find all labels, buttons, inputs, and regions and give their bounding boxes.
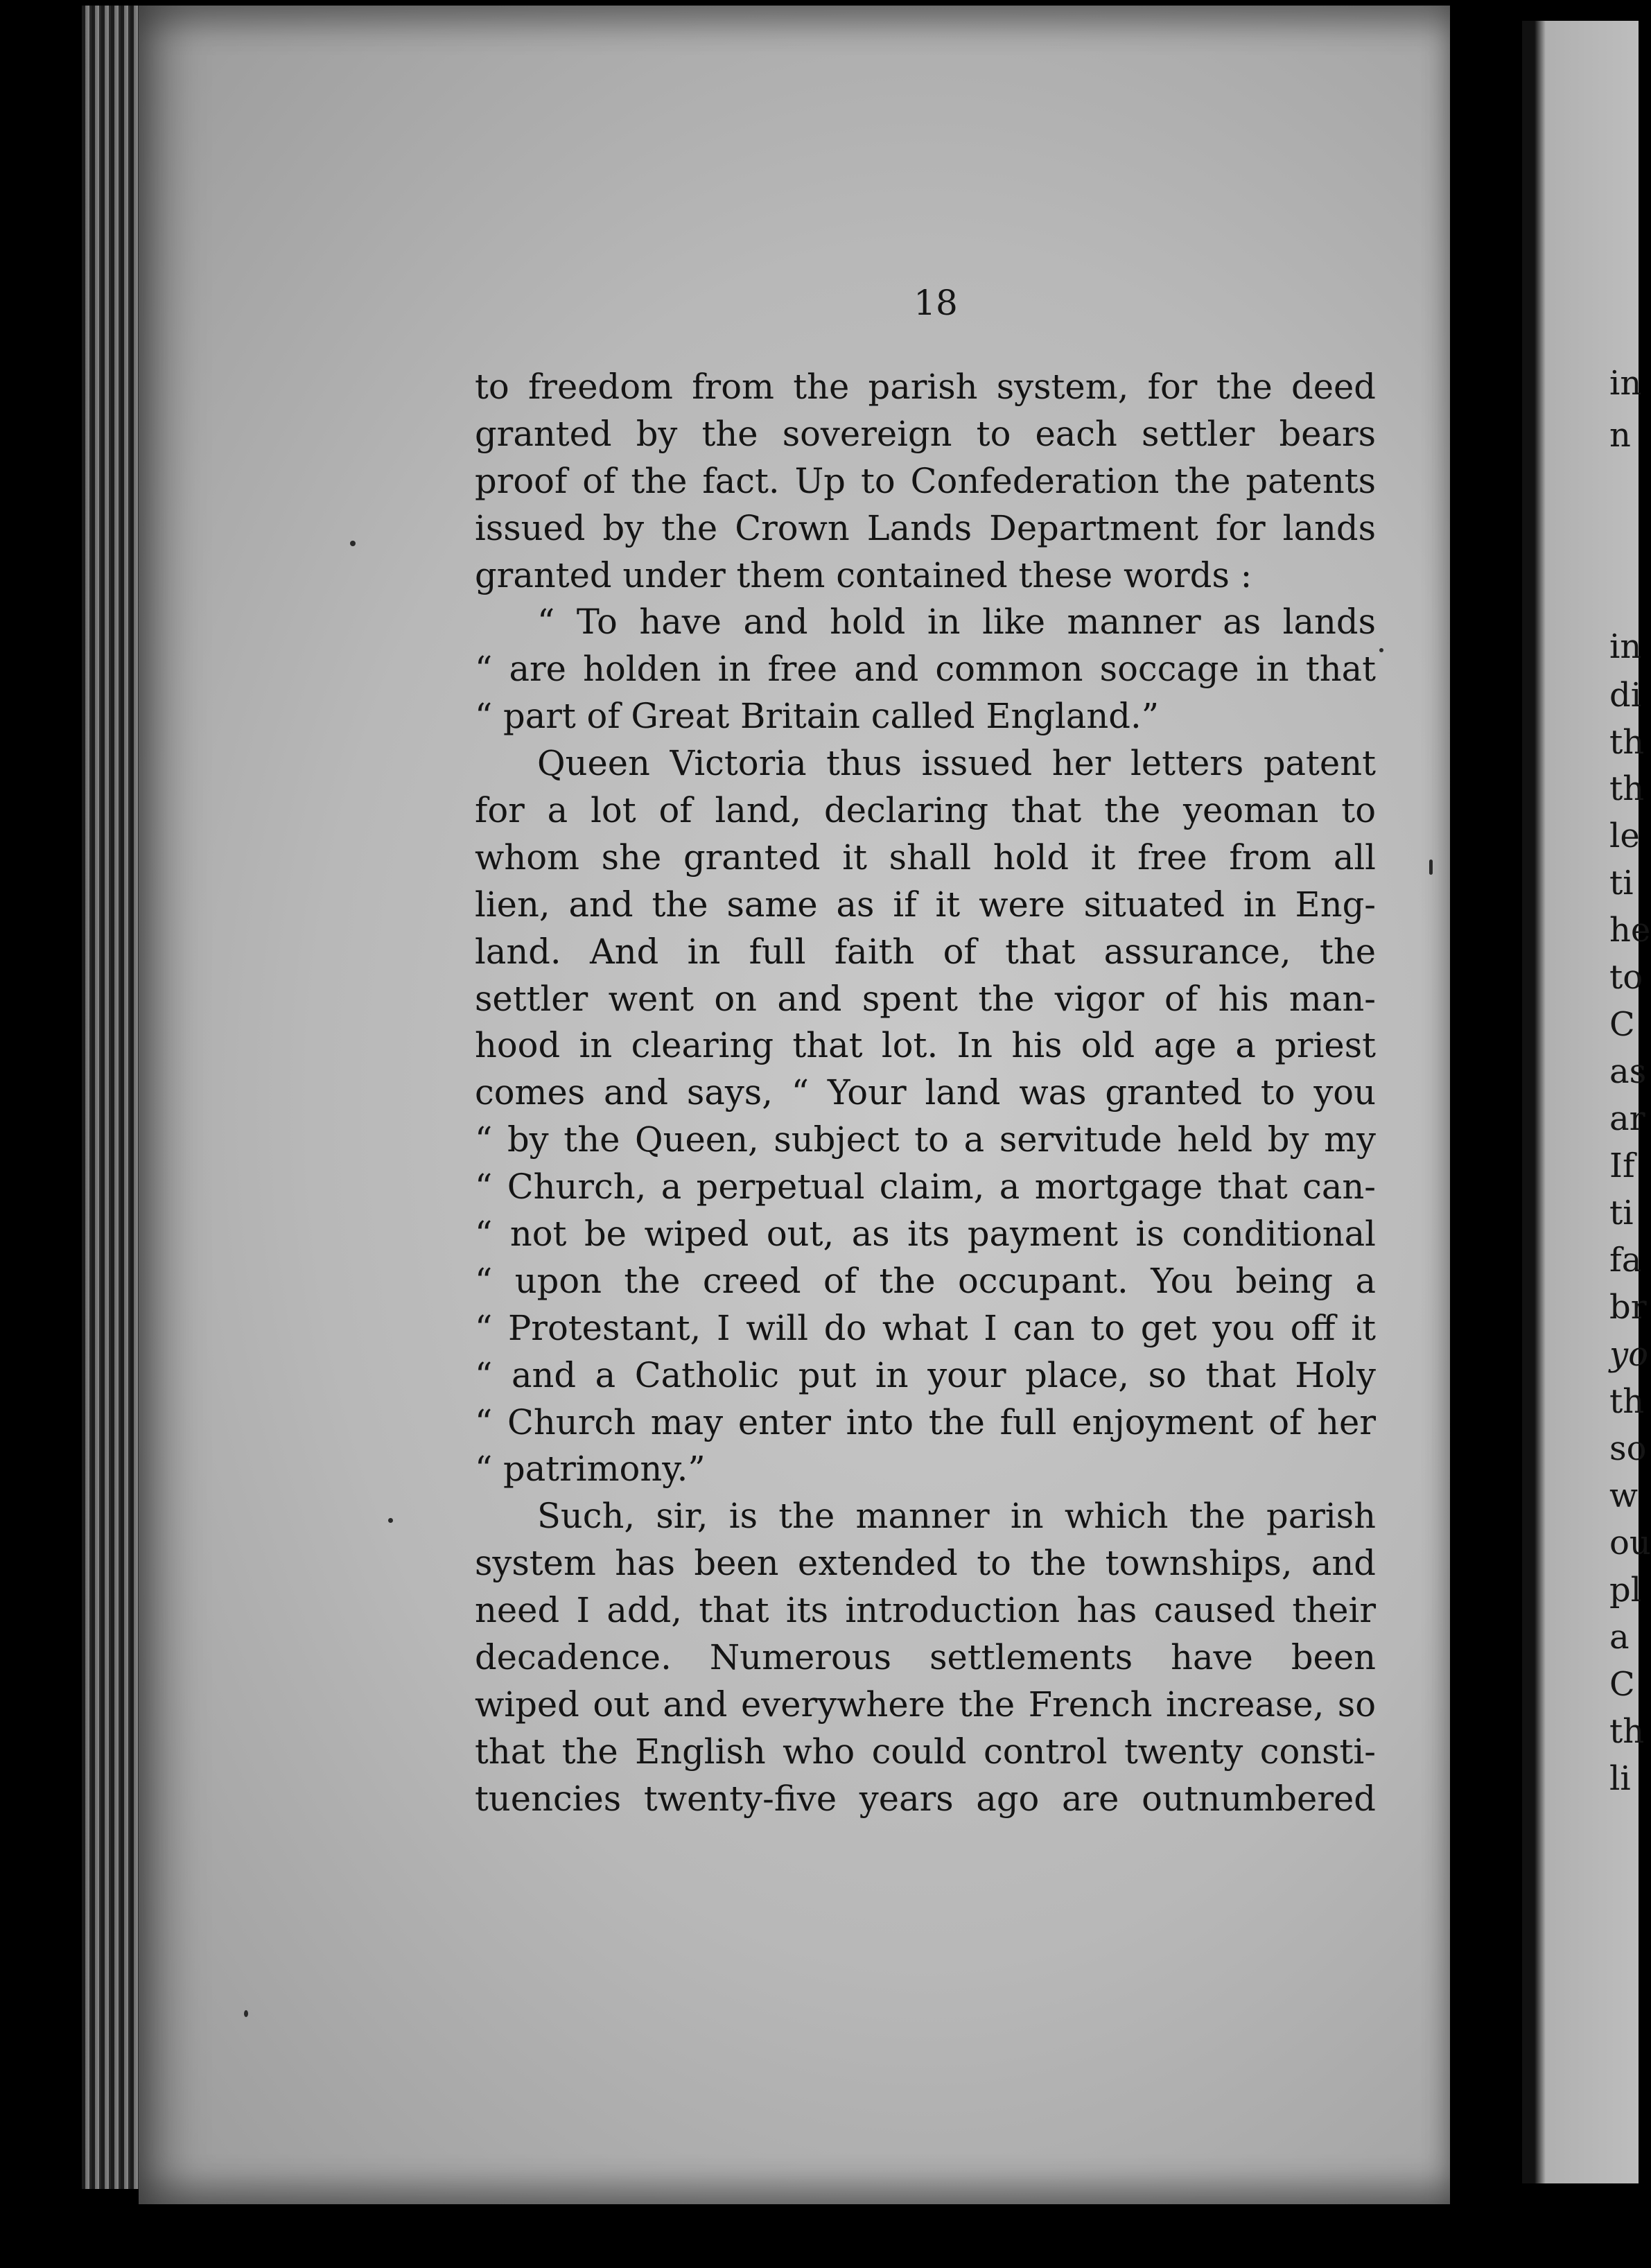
- paper-speck: [388, 1518, 393, 1523]
- text-line: land. And in full faith of that assurance, the: [475, 931, 1376, 972]
- paper-speck: [1429, 860, 1433, 875]
- text-line: granted by the sovereign to each settler bears: [475, 413, 1376, 454]
- neighbor-fragment: br: [1609, 1288, 1647, 1327]
- neighbor-fragment: a: [1609, 1618, 1630, 1657]
- paper-speck: [244, 2010, 248, 2017]
- text-line: tuencies twenty-five years ago are outnumbered: [475, 1778, 1376, 1819]
- paper-speck: [350, 541, 356, 546]
- quote-line: “ Church, a perpetual claim, a mortgage that can-: [475, 1167, 1376, 1207]
- text-line: decadence. Numerous settlements have been: [475, 1637, 1376, 1678]
- quote-line: “ Protestant, I will do what I can to get you off it: [475, 1307, 1376, 1348]
- neighbor-fragment: he: [1609, 911, 1651, 950]
- neighbor-fragment: in: [1609, 627, 1642, 666]
- neighbor-fragment: th: [1609, 1712, 1645, 1751]
- quote-line: “ by the Queen, subject to a servitude held by my: [475, 1119, 1376, 1160]
- text-line: Queen Victoria thus issued her letters patent: [537, 743, 1376, 784]
- neighbor-fragment: ti: [1609, 864, 1634, 902]
- body-text: [475, 364, 1376, 1823]
- text-line: wiped out and everywhere the French increase, so: [475, 1684, 1376, 1725]
- text-line: whom she granted it shall hold it free from all: [475, 837, 1376, 878]
- neighbor-fragment: pl: [1609, 1571, 1642, 1610]
- text-line: proof of the fact. Up to Confederation the patents: [475, 460, 1376, 501]
- neighbor-fragment: to: [1609, 958, 1643, 997]
- neighbor-fragment: in: [1609, 364, 1642, 403]
- text-line: hood in clearing that lot. In his old age a priest: [475, 1025, 1376, 1066]
- neighbor-fragment: w: [1609, 1476, 1639, 1515]
- neighbor-fragment: ar: [1609, 1099, 1645, 1138]
- text-line: for a lot of land, declaring that the yeoman to: [475, 790, 1376, 831]
- text-line: lien, and the same as if it were situated in Eng-: [475, 884, 1376, 925]
- text-line: comes and says, “ Your land was granted to you: [475, 1072, 1376, 1113]
- quote-line: “ part of Great Britain called England.”: [475, 696, 1160, 737]
- page-number: 18: [914, 283, 958, 323]
- text-line: settler went on and spent the vigor of his man-: [475, 978, 1376, 1019]
- neighbor-fragment: ou: [1609, 1524, 1651, 1562]
- quote-line: “ To have and hold in like manner as lands: [537, 602, 1376, 643]
- neighbor-fragment: C: [1609, 1665, 1635, 1704]
- quote-line: “ are holden in free and common soccage in that: [475, 649, 1376, 690]
- neighbor-fragment: th: [1609, 769, 1645, 808]
- text-line: granted under them contained these words :: [475, 555, 1252, 595]
- quote-line: “ upon the creed of the occupant. You being a: [475, 1260, 1376, 1301]
- neighbor-fragment: yo: [1609, 1335, 1649, 1374]
- neighbor-fragment: di: [1609, 676, 1642, 715]
- quote-line: “ Church may enter into the full enjoyment of her: [475, 1402, 1376, 1442]
- quote-line: “ patrimony.”: [475, 1449, 706, 1490]
- neighbor-fragment: If: [1609, 1146, 1635, 1185]
- quote-line: “ and a Catholic put in your place, so that Holy: [475, 1354, 1376, 1395]
- text-line: Such, sir, is the manner in which the parish: [537, 1496, 1376, 1537]
- text-line: that the English who could control twenty consti-: [475, 1731, 1376, 1772]
- paper-speck: [1379, 648, 1383, 652]
- neighbor-fragment: so: [1609, 1429, 1647, 1468]
- neighbor-fragment: fa: [1609, 1241, 1642, 1280]
- neighbor-fragment: th: [1609, 723, 1645, 762]
- text-line: need I add, that its introduction has caused their: [475, 1590, 1376, 1631]
- neighbor-fragment: ti: [1609, 1194, 1634, 1232]
- text-line: to freedom from the parish system, for the deed: [475, 367, 1376, 407]
- neighbor-fragment: as: [1609, 1052, 1647, 1091]
- quote-line: “ not be wiped out, as its payment is conditional: [475, 1214, 1376, 1255]
- neighbor-fragment: th: [1609, 1382, 1645, 1421]
- neighbor-fragment: C: [1609, 1005, 1635, 1044]
- neighbor-fragment: li: [1609, 1759, 1631, 1798]
- neighbor-fragment: n: [1609, 416, 1631, 455]
- neighbor-fragment: le: [1609, 817, 1640, 855]
- text-line: issued by the Crown Lands Department for lands: [475, 507, 1376, 548]
- text-line: system has been extended to the townships, and: [475, 1543, 1376, 1584]
